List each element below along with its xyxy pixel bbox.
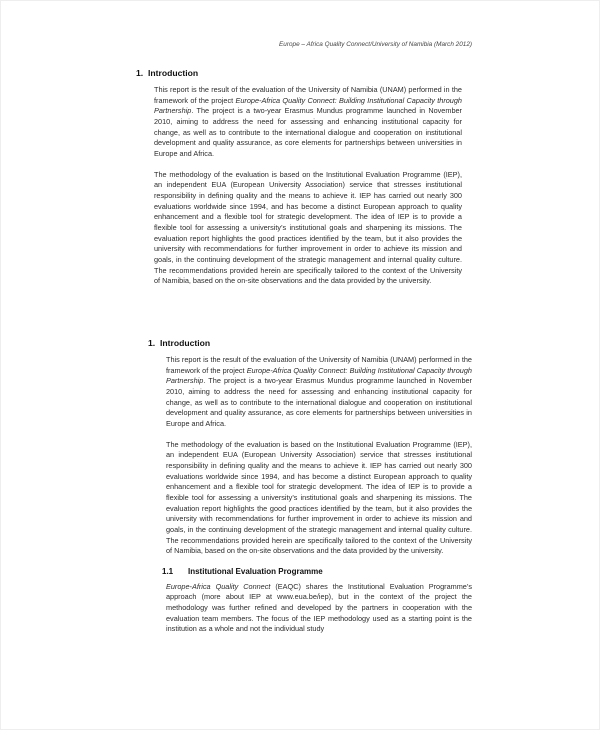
paragraph-text: This report is the result of the evaluation of the University of Namibia (UNAM) performed in the framework of the project	[154, 85, 462, 105]
paragraph	[154, 85, 462, 160]
section-introduction-1	[136, 68, 462, 297]
paragraph-text: . The project is a two-year Erasmus Mundus programme launched in November 2010, aiming to address the need for assessing and enhancing institutional capacity for change, as well as to contribute to the international dialogue and cooperation on institutional development and quality assurance, as core elements for partnerships between universities in Europe and Africa.	[154, 106, 462, 158]
paragraph	[166, 355, 472, 430]
section-body	[148, 355, 472, 557]
section-number: 1.	[136, 68, 144, 78]
paragraph-text: . The project is a two-year Erasmus Mundus programme launched in November 2010, aiming to address the need for assessing and enhancing institutional capacity for change, as well as to contribute to the international dialogue and cooperation on institutional development and quality assurance, as core elements for partnerships between universities in Europe and Africa.	[166, 376, 472, 428]
section-heading	[148, 338, 472, 348]
section-number: 1.	[148, 338, 156, 348]
subsection-heading	[162, 567, 472, 576]
project-name-italic: Europe-Africa Quality Connect	[166, 581, 271, 591]
project-title-italic: Europe-Africa Quality Connect: Building Institutional Capacity through Partnership	[166, 365, 472, 386]
section-body	[136, 85, 462, 287]
subsection-body	[148, 582, 472, 635]
project-title-italic: Europe-Africa Quality Connect: Building Institutional Capacity through Partnership	[154, 95, 462, 116]
running-header: Europe – Africa Quality Connect/University of Namibia (March 2012)	[279, 41, 472, 48]
section-heading	[136, 68, 462, 78]
paragraph	[166, 582, 472, 635]
subsection-title: Institutional Evaluation Programme	[188, 566, 323, 576]
section-introduction-2	[148, 338, 472, 645]
paragraph: The methodology of the evaluation is based on the Institutional Evaluation Programme (IEP), an independent EUA (European University Association) service that stresses institutional responsibility in defining quality and the means to achieve it. IEP has carried out nearly 300 evaluations worldwide since 1994, and has become a distinct European approach to quality enhancement and a flexible tool for strategic development. The idea of IEP is to provide a flexible tool for assessing a university’s institutional goals and sharpening its missions. The evaluation report highlights the good practices identified by the team, but it also provides the university with recommendations for further improvement in order to achieve its mission and goals, in the continuing development of the strategic management and internal quality culture. The recommendations provided herein are specifically tailored to the context of the University of Namibia, based on the on-site observations and the data provided by the university.	[154, 169, 462, 286]
section-title: Introduction	[160, 338, 211, 348]
paragraph-text: This report is the result of the evaluation of the University of Namibia (UNAM) performed in the framework of the project	[166, 355, 472, 375]
subsection-number: 1.1	[162, 566, 174, 576]
paragraph: The methodology of the evaluation is based on the Institutional Evaluation Programme (IEP), an independent EUA (European University Association) service that stresses institutional responsibility in defining quality and the means to achieve it. IEP has carried out nearly 300 evaluations worldwide since 1994, and has become a distinct European approach to quality enhancement and a flexible tool for strategic development. The idea of IEP is to provide a flexible tool for assessing a university’s institutional goals and sharpening its missions. The evaluation report highlights the good practices identified by the team, but it also provides the university with recommendations for further improvement in order to achieve its mission and goals, in the continuing development of the strategic management and internal quality culture. The recommendations provided herein are specifically tailored to the context of the University of Namibia, based on the on-site observations and the data provided by the university.	[166, 439, 472, 556]
paragraph-text: (EAQC) shares the Institutional Evaluation Programme’s approach (more about IEP at www.eua.be/iep), but in the context of the project the methodology was further refined and developed by the partners in cooperation with the evaluation team members. The focus of the IEP methodology used as a starting point is the institution as a whole and not the individual study	[166, 581, 472, 634]
section-title: Introduction	[148, 68, 199, 78]
